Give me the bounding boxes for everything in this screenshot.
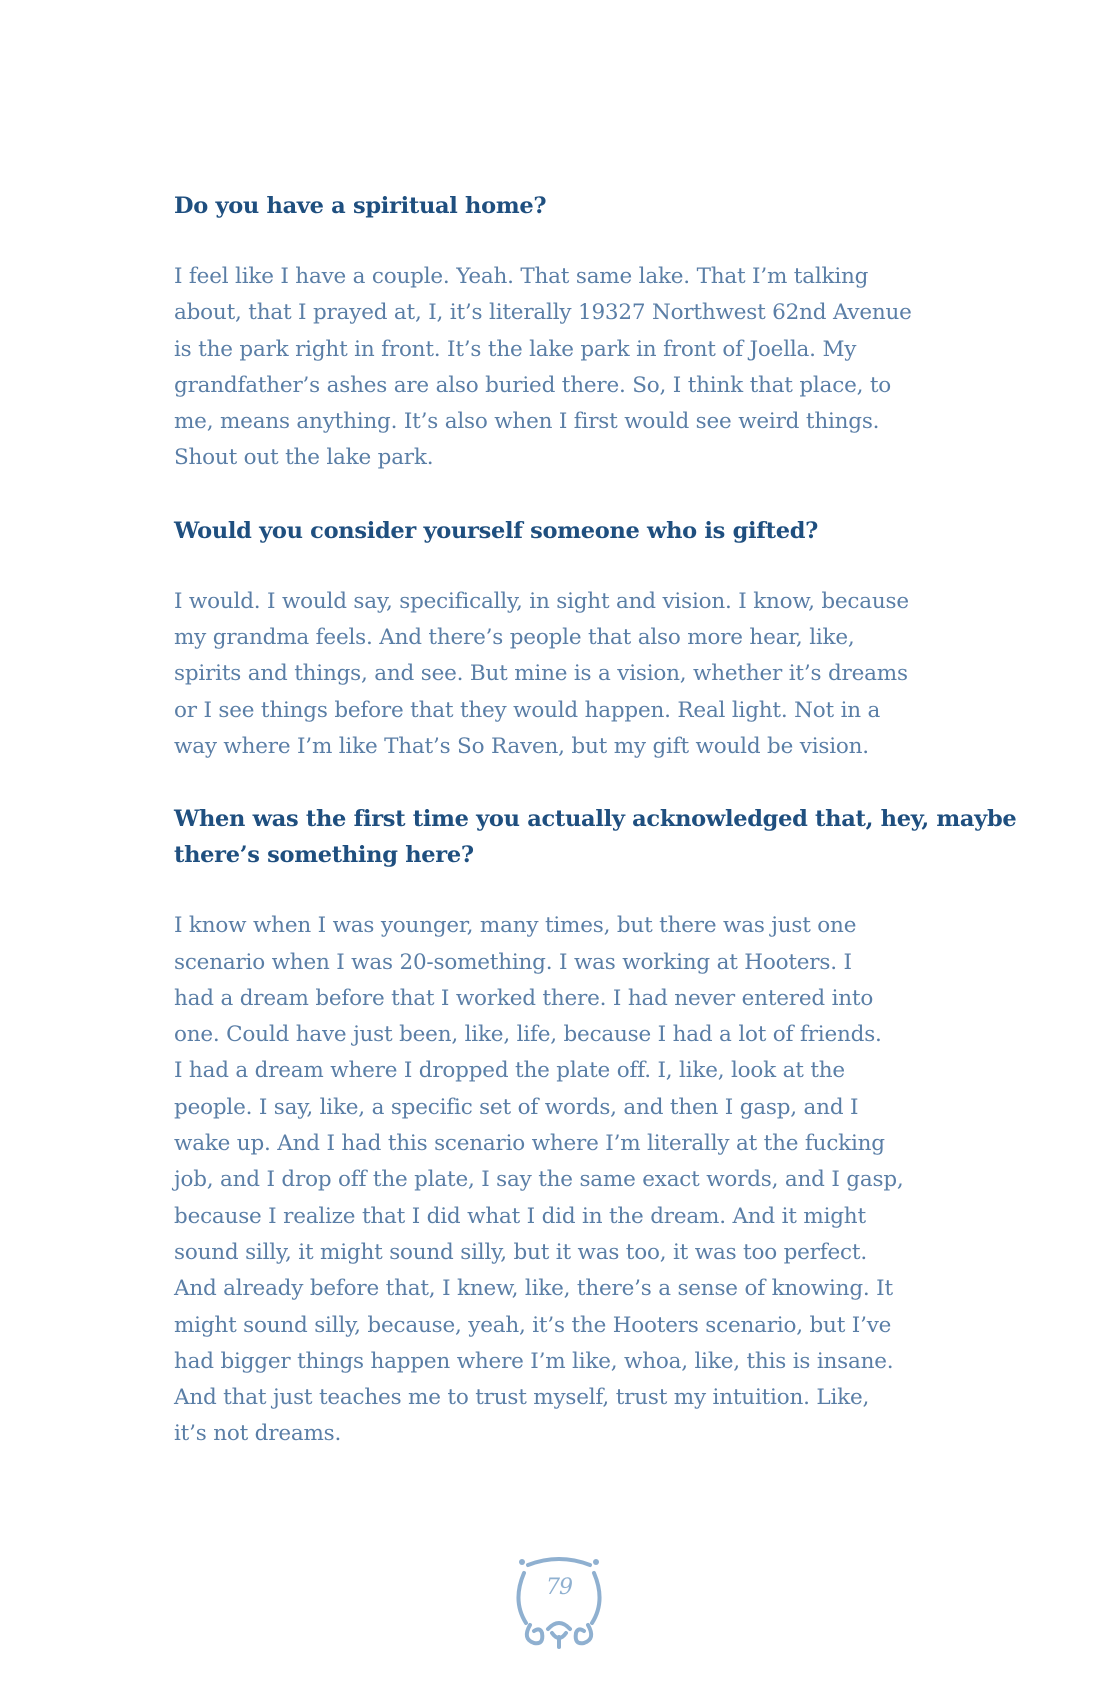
answer-line: way where I’m like That’s So Raven, but my gift would be vision. — [174, 733, 869, 759]
answer-paragraph — [174, 259, 974, 477]
answer-line: I would. I would say, specifically, in sight and vision. I know, because — [174, 588, 909, 614]
answer-line: I had a dream where I dropped the plate off. I, like, look at the — [174, 1058, 845, 1084]
answer-paragraph — [174, 584, 974, 765]
answer-line: my grandma feels. And there’s people that also more hear, like, — [174, 625, 855, 651]
answer-line: because I realize that I did what I did in the dream. And it might — [174, 1203, 866, 1229]
question-line: there’s something here? — [174, 842, 474, 869]
answer-line: had bigger things happen where I’m like, whoa, like, this is insane. — [174, 1348, 894, 1374]
answer-line: sound silly, it might sound silly, but it was too, it was too perfect. — [174, 1239, 867, 1265]
answer-line: job, and I drop off the plate, I say the same exact words, and I gasp, — [174, 1167, 904, 1193]
question-heading — [174, 801, 1017, 873]
page-number-ornament — [512, 1553, 606, 1649]
answer-line: I know when I was younger, many times, but there was just one — [174, 913, 857, 939]
question-line: Would you consider yourself someone who is gifted? — [174, 517, 819, 544]
answer-line: spirits and things, and see. But mine is a vision, whether it’s dreams — [174, 661, 908, 687]
answer-line: about, that I prayed at, I, it’s literally 19327 Northwest 62nd Avenue — [174, 300, 912, 326]
page-number: 79 — [546, 1575, 572, 1600]
answer-line: Shout out the lake park. — [174, 445, 434, 471]
answer-line: wake up. And I had this scenario where I’m literally at the fucking — [174, 1131, 885, 1157]
answer-line: one. Could have just been, like, life, because I had a lot of friends. — [174, 1022, 882, 1048]
answer-line: I feel like I have a couple. Yeah. That same lake. That I’m talking — [174, 264, 869, 289]
question-line: Do you have a spiritual home? — [174, 193, 547, 219]
answer-line: scenario when I was 20-something. I was working at Hooters. I — [174, 949, 852, 975]
question-heading — [174, 513, 974, 549]
interview-content — [174, 188, 1017, 1453]
answer-line: grandfather’s ashes are also buried there. So, I think that place, to — [174, 372, 892, 398]
answer-line: had a dream before that I worked there. I had never entered into — [174, 985, 874, 1011]
ornament-flourish-icon — [512, 1553, 606, 1649]
answer-line: And already before that, I knew, like, there’s a sense of knowing. It — [174, 1276, 893, 1302]
answer-line: me, means anything. It’s also when I first would see weird things. — [174, 409, 880, 435]
answer-line: people. I say, like, a specific set of words, and then I gasp, and I — [174, 1094, 859, 1120]
question-heading — [174, 188, 974, 224]
answer-line: or I see things before that they would happen. Real light. Not in a — [174, 697, 881, 723]
answer-line: might sound silly, because, yeah, it’s the Hooters scenario, but I’ve — [174, 1312, 892, 1338]
answer-line: And that just teaches me to trust myself, trust my intuition. Like, — [174, 1385, 870, 1411]
answer-line: it’s not dreams. — [174, 1421, 342, 1447]
answer-line: is the park right in front. It’s the lake park in front of Joella. My — [174, 336, 857, 362]
question-line: When was the first time you actually acknowledged that, hey, maybe — [174, 806, 1017, 833]
answer-paragraph — [174, 908, 974, 1452]
